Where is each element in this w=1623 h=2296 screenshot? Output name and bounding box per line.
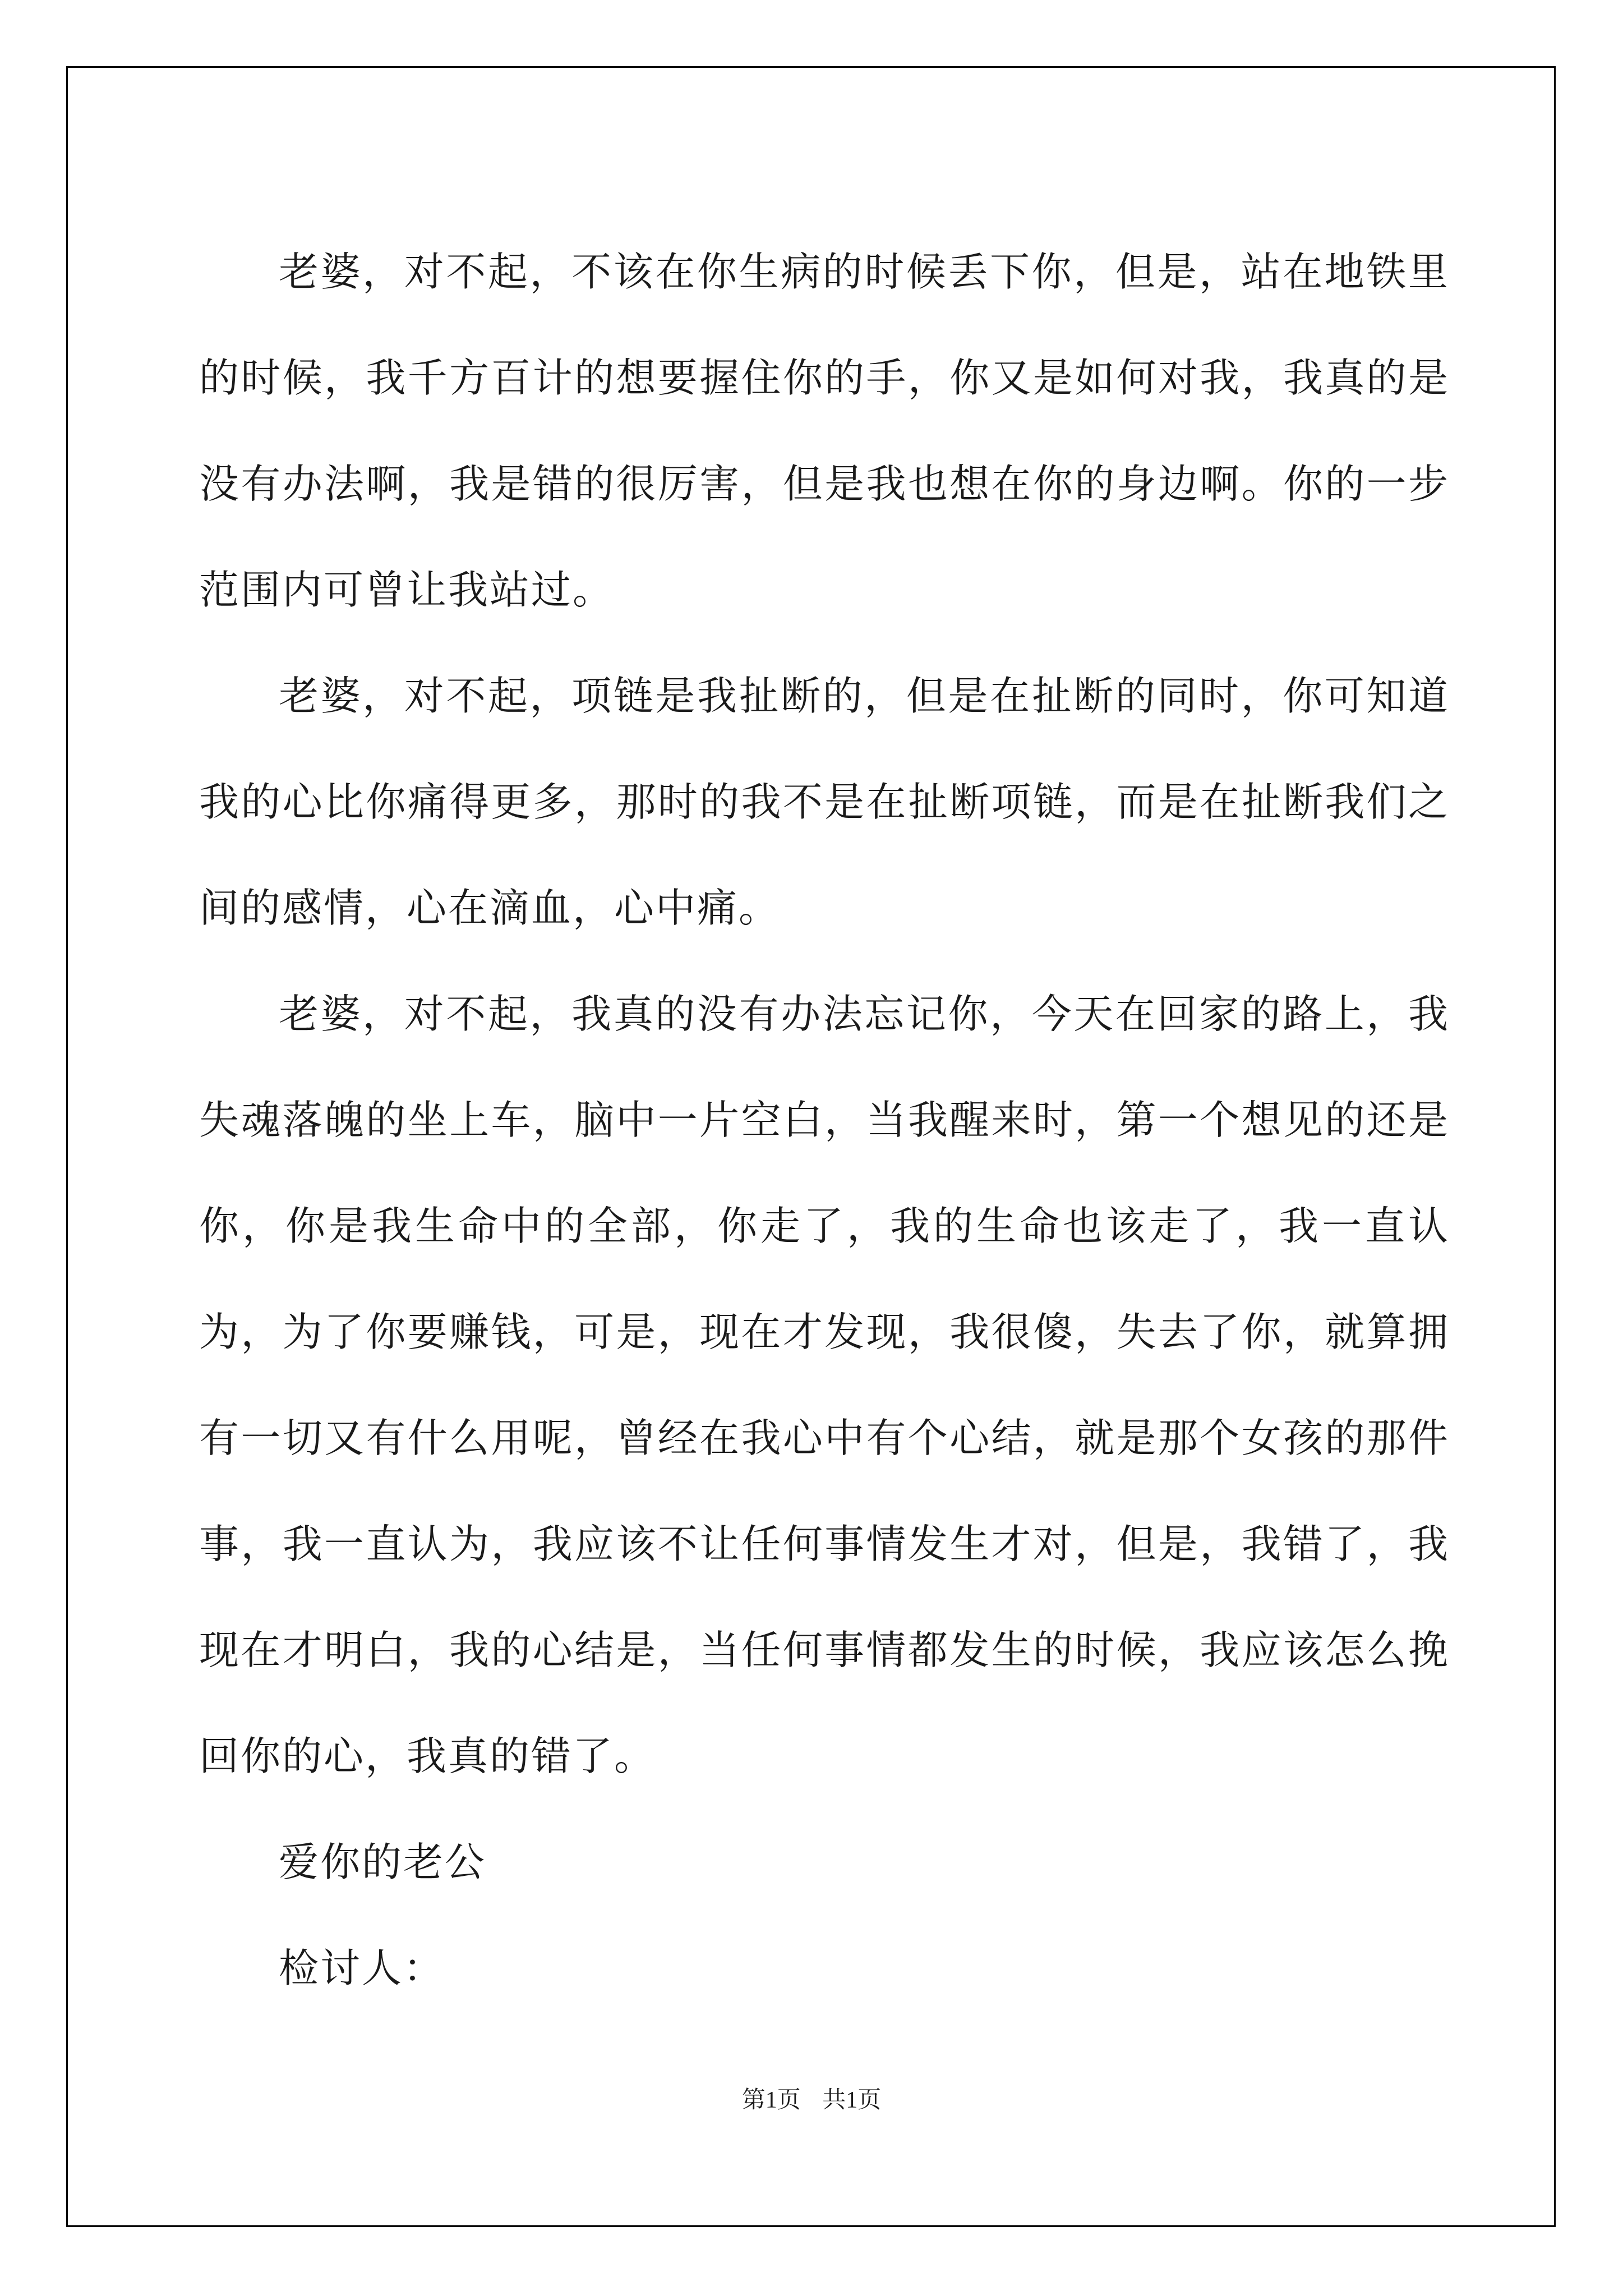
page-footer bbox=[0, 2081, 1623, 2115]
paragraph-2: 老婆，对不起，项链是我扯断的，但是在扯断的同时，你可知道我的心比你痛得更多，那时的我不是在扯断项链，而是在扯断我们之间的感情，心在滴血，心中痛。 bbox=[199, 673, 1450, 931]
page-total: 共1页 bbox=[822, 2087, 882, 2113]
page-current: 第1页 bbox=[741, 2087, 801, 2113]
paragraph-1: 老婆，对不起，不该在你生病的时候丢下你，但是，站在地铁里的时候，我千方百计的想要握住你的手，你又是如何对我，我真的是没有办法啊，我是错的很厉害，但是我也想在你的身边啊。你的一步范围内可曾让我站过。 bbox=[199, 249, 1450, 613]
signature-label: 检讨人： bbox=[279, 1945, 445, 1991]
paragraph-3: 老婆，对不起，我真的没有办法忘记你，今天在回家的路上，我失魂落魄的坐上车，脑中一片空白，当我醒来时，第一个想见的还是你，你是我生命中的全部，你走了，我的生命也该走了，我一直认为，为了你要赚钱，可是，现在才发现，我很傻，失去了你，就算拥有一切又有什么用呢，曾经在我心中有个心结，就是那个女孩的那件事，我一直认为，我应该不让任何事情发生才对，但是，我错了，我现在才明白，我的心结是，当任何事情都发生的时候，我应该怎么挽回你的心，我真的错了。 bbox=[199, 991, 1450, 1779]
closing-line: 爱你的老公 bbox=[279, 1839, 487, 1885]
document-body bbox=[199, 219, 1450, 2021]
